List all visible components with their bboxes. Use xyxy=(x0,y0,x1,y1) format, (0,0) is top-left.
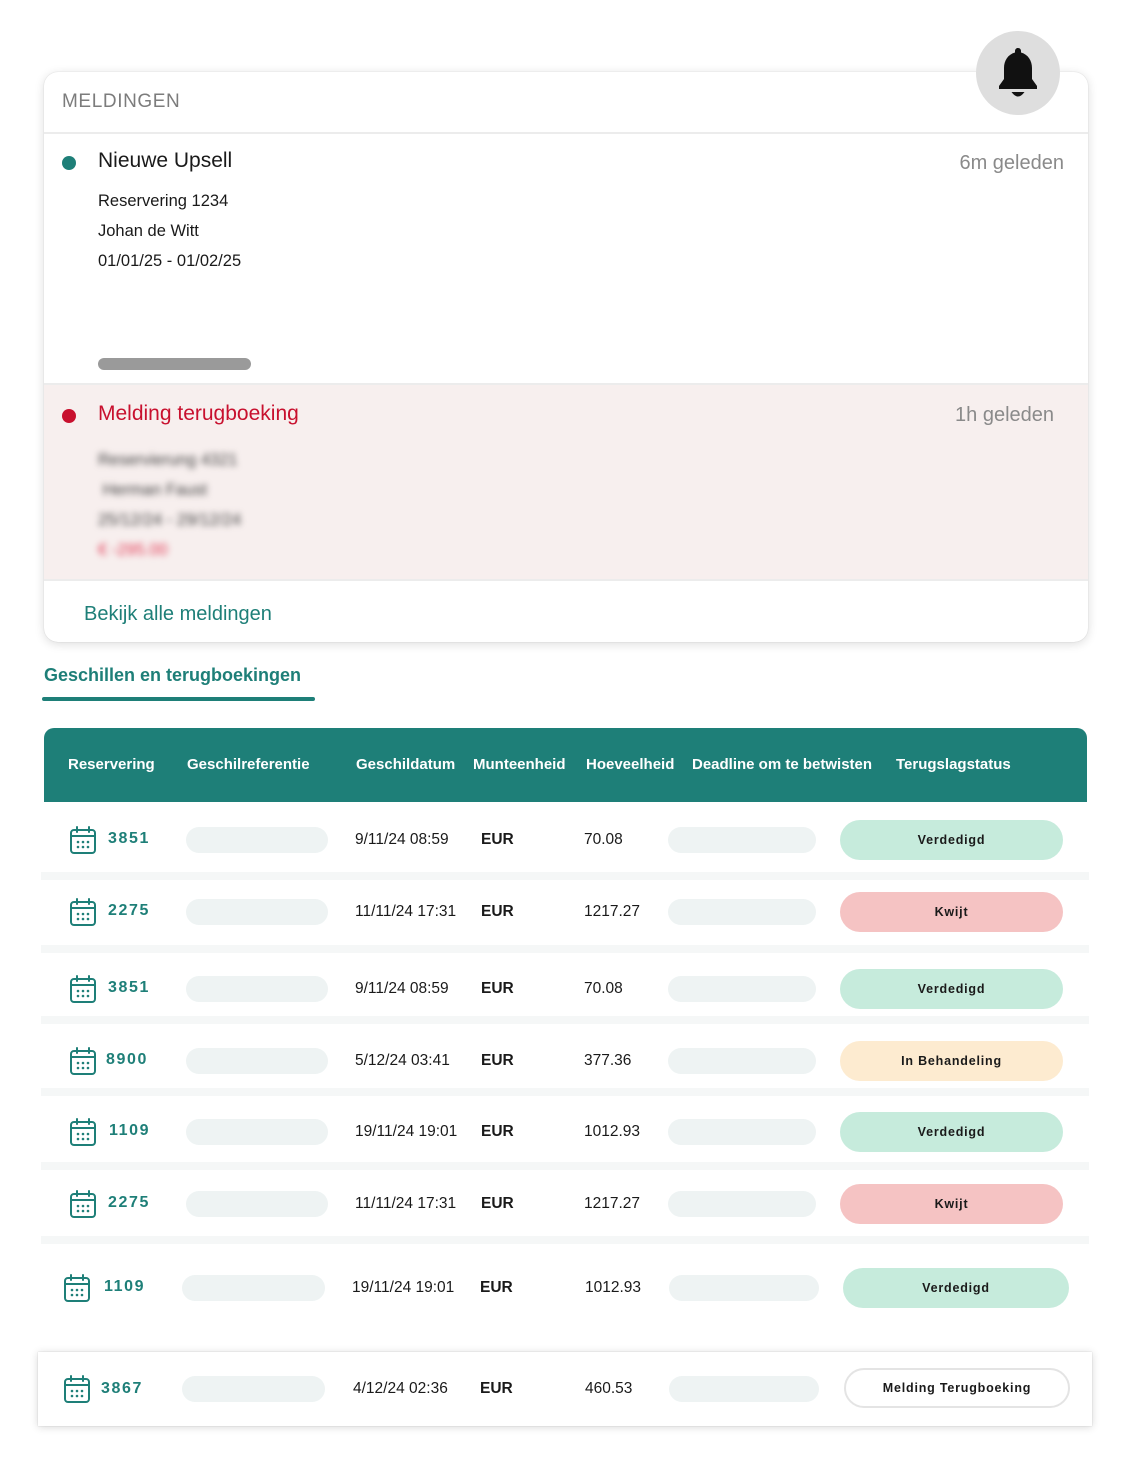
dispute-date: 19/11/24 19:01 xyxy=(352,1279,455,1296)
row-divider xyxy=(41,1162,1089,1170)
status-badge: Verdedigd xyxy=(840,969,1063,1009)
notification-title: Nieuwe Upsell xyxy=(98,149,233,172)
table-row-highlighted[interactable] xyxy=(38,1352,1092,1426)
reservation-link[interactable]: 2275 xyxy=(108,902,150,919)
unread-dot xyxy=(62,409,76,423)
status-badge: Kwijt xyxy=(840,892,1063,932)
calendar-icon xyxy=(69,897,97,927)
dispute-date: 9/11/24 08:59 xyxy=(355,831,449,848)
reservation-line: Reservierung 4321 xyxy=(98,451,238,469)
reservation-link[interactable]: 8900 xyxy=(106,1051,148,1068)
currency: EUR xyxy=(480,1279,513,1296)
status-badge: Melding Terugboeking xyxy=(844,1368,1070,1408)
notifications-panel xyxy=(44,72,1088,642)
column-reservation[interactable]: Reservering xyxy=(68,756,155,773)
dispute-reference-placeholder xyxy=(186,1119,328,1145)
row-divider xyxy=(41,1016,1089,1024)
tab-active-indicator xyxy=(42,697,315,701)
dispute-date: 11/11/24 17:31 xyxy=(355,1195,457,1212)
table-row[interactable] xyxy=(41,884,1089,940)
row-divider xyxy=(41,872,1089,880)
column-dispute-date[interactable]: Geschildatum xyxy=(356,756,456,773)
calendar-icon xyxy=(63,1374,91,1404)
notification-time: 1h geleden xyxy=(955,404,1054,426)
dispute-date: 4/12/24 02:36 xyxy=(353,1380,448,1397)
column-deadline[interactable]: Deadline om te betwisten xyxy=(692,756,873,773)
notification-chargeback[interactable] xyxy=(44,385,1088,581)
table-row[interactable] xyxy=(41,1033,1089,1089)
table-row[interactable] xyxy=(41,1260,1089,1316)
dispute-reference-placeholder xyxy=(186,976,328,1002)
column-chargeback-status[interactable]: Terugslagstatus xyxy=(896,756,1011,773)
reservation-link[interactable]: 1109 xyxy=(109,1122,151,1139)
deadline-placeholder xyxy=(668,1119,816,1145)
table-row[interactable] xyxy=(41,961,1089,1017)
dispute-reference-placeholder xyxy=(186,1191,328,1217)
deadline-placeholder xyxy=(668,899,816,925)
unread-dot xyxy=(62,156,76,170)
currency: EUR xyxy=(480,1380,513,1397)
view-all-notifications-link[interactable]: Bekijk alle meldingen xyxy=(84,603,272,625)
deadline-placeholder xyxy=(668,827,816,853)
dispute-date: 19/11/24 19:01 xyxy=(355,1123,458,1140)
column-amount[interactable]: Hoeveelheid xyxy=(586,756,675,773)
reservation-link[interactable]: 2275 xyxy=(108,1194,150,1211)
placeholder-bar xyxy=(98,358,251,370)
column-dispute-reference[interactable]: Geschilreferentie xyxy=(187,756,310,773)
calendar-icon xyxy=(63,1273,91,1303)
amount: 1012.93 xyxy=(585,1279,642,1296)
currency: EUR xyxy=(481,1052,514,1069)
dispute-date: 9/11/24 08:59 xyxy=(355,980,449,997)
status-badge: In Behandeling xyxy=(840,1041,1063,1081)
amount: 1217.27 xyxy=(584,903,641,920)
row-divider xyxy=(41,1236,1089,1244)
reservation-link[interactable]: 3851 xyxy=(108,830,150,847)
table-row[interactable] xyxy=(41,1176,1089,1232)
currency: EUR xyxy=(481,980,514,997)
table-header xyxy=(44,728,1087,802)
notifications-header: MELDINGEN xyxy=(44,72,1088,134)
currency: EUR xyxy=(481,1123,514,1140)
dispute-date: 11/11/24 17:31 xyxy=(355,903,457,920)
amount: 1217.27 xyxy=(584,1195,641,1212)
notification-details xyxy=(98,186,241,276)
amount: 377.36 xyxy=(584,1052,632,1069)
deadline-placeholder xyxy=(669,1376,819,1402)
deadline-placeholder xyxy=(669,1275,819,1301)
row-divider xyxy=(41,945,1089,953)
amount: 460.53 xyxy=(585,1380,633,1397)
dispute-reference-placeholder xyxy=(182,1376,325,1402)
notification-details-blurred xyxy=(98,445,241,565)
amount: 70.08 xyxy=(584,831,623,848)
reservation-line: Reservering 1234 xyxy=(98,192,229,210)
dates-line: 25/12/24 - 29/12/24 xyxy=(98,511,242,529)
deadline-placeholder xyxy=(668,1048,816,1074)
status-badge: Verdedigd xyxy=(843,1268,1069,1308)
calendar-icon xyxy=(69,1046,97,1076)
currency: EUR xyxy=(481,903,514,920)
status-badge: Kwijt xyxy=(840,1184,1063,1224)
amount: 70.08 xyxy=(584,980,623,997)
status-badge: Verdedigd xyxy=(840,820,1063,860)
dispute-reference-placeholder xyxy=(186,827,328,853)
table-row[interactable] xyxy=(41,812,1089,868)
dispute-date: 5/12/24 03:41 xyxy=(355,1052,450,1069)
notification-new-upsell[interactable] xyxy=(44,134,1088,385)
guest-line: Herman Faust xyxy=(98,481,208,499)
notifications-bell-button[interactable] xyxy=(976,31,1060,115)
guest-line: Johan de Witt xyxy=(98,222,199,240)
reservation-link[interactable]: 3867 xyxy=(101,1380,143,1397)
reservation-link[interactable]: 3851 xyxy=(108,979,150,996)
deadline-placeholder xyxy=(668,976,816,1002)
deadline-placeholder xyxy=(668,1191,816,1217)
column-currency[interactable]: Munteenheid xyxy=(473,756,566,773)
calendar-icon xyxy=(69,825,97,855)
dispute-reference-placeholder xyxy=(182,1275,325,1301)
calendar-icon xyxy=(69,974,97,1004)
dispute-reference-placeholder xyxy=(186,899,328,925)
notification-title: Melding terugboeking xyxy=(98,402,299,425)
currency: EUR xyxy=(481,831,514,848)
amount-line: € -295.00 xyxy=(98,541,168,559)
notification-time: 6m geleden xyxy=(959,152,1064,174)
tab-disputes-chargebacks[interactable]: Geschillen en terugboekingen xyxy=(44,665,302,685)
calendar-icon xyxy=(69,1117,97,1147)
reservation-link[interactable]: 1109 xyxy=(104,1278,146,1295)
row-divider xyxy=(41,1088,1089,1096)
table-row[interactable] xyxy=(41,1104,1089,1160)
status-badge: Verdedigd xyxy=(840,1112,1063,1152)
dispute-reference-placeholder xyxy=(186,1048,328,1074)
currency: EUR xyxy=(481,1195,514,1212)
bell-icon xyxy=(996,45,1040,101)
amount: 1012.93 xyxy=(584,1123,641,1140)
calendar-icon xyxy=(69,1189,97,1219)
dates-line: 01/01/25 - 01/02/25 xyxy=(98,252,242,270)
